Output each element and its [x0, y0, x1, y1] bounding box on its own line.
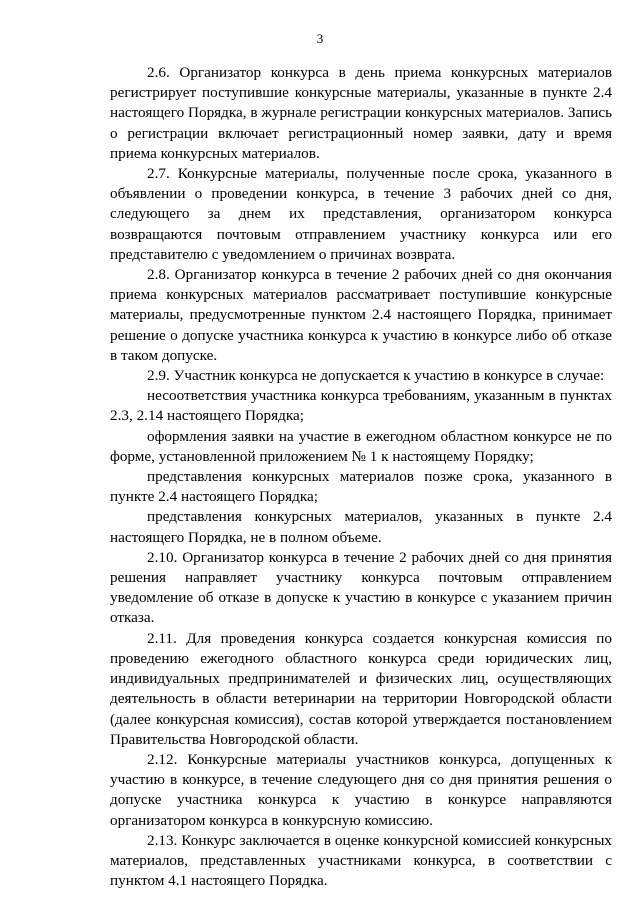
paragraph-2-9: 2.9. Участник конкурса не допускается к участию в конкурсе в случае:: [147, 367, 605, 385]
page-number: 3: [316, 31, 324, 46]
paragraph-2-9-item-2: оформления заявки на участие в ежегодном областном конкурсе не по форме, установленной приложением № 1 к настоящему Порядку;: [110, 427, 612, 465]
paragraph-2-9-item-3: представления конкурсных материалов позже срока, указанного в пункте 2.4 настоящего Порядка;: [110, 468, 612, 506]
paragraph-2-6: 2.6. Организатор конкурса в день приема конкурсных материалов регистрирует поступившие конкурсные материалы, указанные в пункте 2.4 настоящего Порядка, в журнале регистрации конкурсных материалов. Запись о регистрации включает регистрационный номер заявки, дату и время приема конкурсных материалов.: [110, 64, 612, 162]
paragraph-2-7: 2.7. Конкурсные материалы, полученные после срока, указанного в объявлении о проведении конкурса, в течение 3 рабочих дней со дня, следующего за днем их представления, организатором конкурса возвращаются почтовым отправлением участнику конкурса или его представителю с уведомлением о причинах возврата.: [110, 165, 612, 263]
paragraph-2-11: 2.11. Для проведения конкурса создается конкурсная комиссия по проведению ежегодного областного конкурса среди юридических лиц, индивидуальных предпринимателей и физических лиц, осуществляющих деятельность в области ветеринарии на территории Новгородской области (далее конкурсная комиссия), состав которой утверждается постановлением Правительства Новгородской области.: [110, 629, 612, 748]
document-body: [110, 63, 612, 891]
paragraph-2-10: 2.10. Организатор конкурса в течение 2 рабочих дней со дня принятия решения направляет участнику конкурса почтовым отправлением уведомление об отказе в допуске к участию в конкурсе с указанием причин отказа.: [110, 548, 612, 627]
paragraph-2-12: 2.12. Конкурсные материалы участников конкурса, допущенных к участию в конкурсе, в течение следующего дня со дня принятия решения о допуске участника конкурса к участию в конкурсе направляются организатором конкурса в конкурсную комиссию.: [110, 750, 612, 829]
paragraph-2-8: 2.8. Организатор конкурса в течение 2 рабочих дней со дня окончания приема конкурсных материалов рассматривает поступившие конкурсные материалы, предусмотренные пунктом 2.4 настоящего Порядка, принимает решение о допуске участника конкурса к участию в конкурсе либо об отказе в таком допуске.: [110, 266, 612, 364]
paragraph-2-13: 2.13. Конкурс заключается в оценке конкурсной комиссией конкурсных материалов, представленных участниками конкурса, в соответствии с пунктом 4.1 настоящего Порядка.: [110, 831, 612, 890]
paragraph-2-9-item-1: несоответствия участника конкурса требованиям, указанным в пунктах 2.3, 2.14 настоящего Порядка;: [110, 387, 612, 425]
paragraph-2-9-item-4: представления конкурсных материалов, указанных в пункте 2.4 настоящего Порядка, не в полном объеме.: [110, 508, 612, 546]
